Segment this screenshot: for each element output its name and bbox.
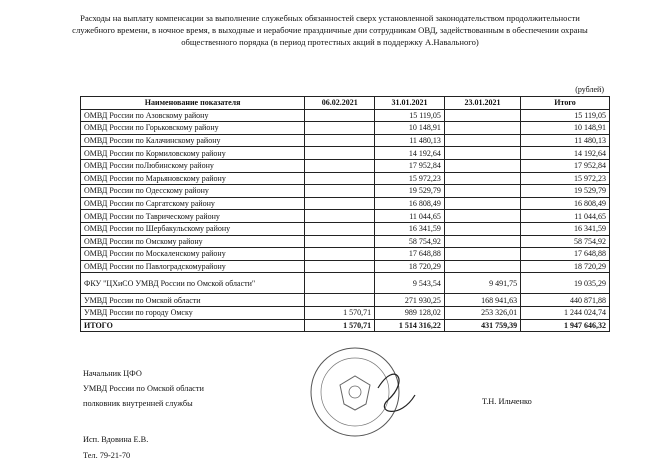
cell-value: 16 341,59 [375, 222, 445, 235]
cell-value: 11 044,65 [375, 210, 445, 223]
signature-line1: Начальник ЦФО [83, 369, 142, 378]
cell-value: 16 341,59 [521, 222, 610, 235]
cell-value [444, 122, 520, 135]
row-label: ОМВД России по Калачинскому району [81, 134, 305, 147]
cell-value: 17 952,84 [375, 159, 445, 172]
cell-value: 1 947 646,32 [521, 319, 610, 332]
cell-value: 9 491,75 [444, 273, 520, 294]
cell-value [305, 273, 375, 294]
cell-value [444, 185, 520, 198]
cell-value: 271 930,25 [375, 294, 445, 307]
row-label: ОМВД России по Павлоградскомурайону [81, 260, 305, 273]
cell-value: 15 119,05 [375, 109, 445, 122]
document-title: Расходы на выплату компенсации за выполнение служебных обязанностей сверх установленной законодательством продолжительности служебного времени, в ночное время, в выходные и нерабочие праздничные дни сотрудникам ОВД, задействованным в обеспечении охраны общественного порядка (в период протестных акций в поддержку А.Навального) [72, 13, 588, 47]
cell-value [444, 159, 520, 172]
cell-value: 253 326,01 [444, 306, 520, 319]
table-row [81, 210, 610, 223]
unit-label: (рублей) [575, 85, 604, 94]
cell-value [444, 197, 520, 210]
cell-value [305, 222, 375, 235]
cell-value: 17 648,88 [375, 248, 445, 261]
cell-value: 10 148,91 [375, 122, 445, 135]
cell-value [444, 172, 520, 185]
cell-value [444, 109, 520, 122]
cell-value: 58 754,92 [375, 235, 445, 248]
cell-value [444, 147, 520, 160]
row-label: УМВД России по городу Омску [81, 306, 305, 319]
cell-value: 58 754,92 [521, 235, 610, 248]
cell-value: 19 529,79 [521, 185, 610, 198]
cell-value [305, 172, 375, 185]
executor: Исп. Вдовина Е.В. [83, 435, 149, 444]
cell-value [305, 210, 375, 223]
table-row [81, 197, 610, 210]
col-header: Наименование показателя [81, 97, 305, 110]
signatory-name: Т.Н. Ильченко [482, 397, 532, 406]
table-row [81, 306, 610, 319]
cell-value: 14 192,64 [375, 147, 445, 160]
col-header: 06.02.2021 [305, 97, 375, 110]
cell-value: 18 720,29 [521, 260, 610, 273]
cell-value: 17 952,84 [521, 159, 610, 172]
cell-value: 15 972,23 [521, 172, 610, 185]
col-header: Итого [521, 97, 610, 110]
cell-value [305, 185, 375, 198]
cell-value: 989 128,02 [375, 306, 445, 319]
table-row [81, 235, 610, 248]
cell-value: 16 808,49 [521, 197, 610, 210]
cell-value [444, 248, 520, 261]
cell-value: 18 720,29 [375, 260, 445, 273]
cell-value [305, 235, 375, 248]
cell-value: 11 480,13 [521, 134, 610, 147]
cell-value: 11 044,65 [521, 210, 610, 223]
cell-value [444, 134, 520, 147]
cell-value: 1 570,71 [305, 306, 375, 319]
table-row [81, 273, 610, 294]
table-row [81, 248, 610, 261]
table-row [81, 147, 610, 160]
cell-value: 17 648,88 [521, 248, 610, 261]
cell-value: 168 941,63 [444, 294, 520, 307]
cell-value: 11 480,13 [375, 134, 445, 147]
row-label: ОМВД России по Горьковскому району [81, 122, 305, 135]
row-label: ИТОГО [81, 319, 305, 332]
cell-value [305, 159, 375, 172]
row-label: ОМВД России по Одесскому району [81, 185, 305, 198]
cell-value: 9 543,54 [375, 273, 445, 294]
cell-value [305, 197, 375, 210]
cell-value: 440 871,88 [521, 294, 610, 307]
table-row [81, 122, 610, 135]
row-label: ФКУ "ЦХиСО УМВД России по Омской области" [81, 273, 305, 294]
signature-line3: полковник внутренней службы [83, 399, 193, 408]
row-label: ОМВД России по Таврическому району [81, 210, 305, 223]
cell-value [444, 222, 520, 235]
cell-value: 1 570,71 [305, 319, 375, 332]
cell-value [305, 260, 375, 273]
table-row [81, 185, 610, 198]
row-label: ОМВД России по Марьяновскому району [81, 172, 305, 185]
table-header-row [81, 97, 610, 110]
table-row [81, 260, 610, 273]
cell-value: 19 529,79 [375, 185, 445, 198]
expense-table [80, 96, 610, 332]
cell-value: 15 972,23 [375, 172, 445, 185]
cell-value: 10 148,91 [521, 122, 610, 135]
cell-value [444, 260, 520, 273]
phone: Тел. 79-21-70 [83, 451, 131, 460]
cell-value [305, 147, 375, 160]
cell-value: 1 244 024,74 [521, 306, 610, 319]
official-stamp [300, 340, 420, 440]
table-row [81, 294, 610, 307]
row-label: ОМВД России по Москаленскому району [81, 248, 305, 261]
row-label: ОМВД России по Шербакульскому району [81, 222, 305, 235]
table-row [81, 172, 610, 185]
cell-value [305, 294, 375, 307]
row-label: ОМВД России по Омскому району [81, 235, 305, 248]
cell-value [305, 109, 375, 122]
row-label: ОМВД России по Азовскому району [81, 109, 305, 122]
table-row [81, 109, 610, 122]
row-label: УМВД России по Омской области [81, 294, 305, 307]
cell-value: 19 035,29 [521, 273, 610, 294]
row-label: ОМВД России по Кормиловскому району [81, 147, 305, 160]
cell-value [305, 248, 375, 261]
cell-value [305, 122, 375, 135]
cell-value: 15 119,05 [521, 109, 610, 122]
signature-line2: УМВД России по Омской области [83, 384, 204, 393]
cell-value [444, 235, 520, 248]
cell-value: 16 808,49 [375, 197, 445, 210]
cell-value [444, 210, 520, 223]
cell-value: 14 192,64 [521, 147, 610, 160]
table-row [81, 134, 610, 147]
row-label: ОМВД России по Саргатскому району [81, 197, 305, 210]
cell-value: 1 514 316,22 [375, 319, 445, 332]
col-header: 23.01.2021 [444, 97, 520, 110]
table-row [81, 222, 610, 235]
cell-value [305, 134, 375, 147]
cell-value: 431 759,39 [444, 319, 520, 332]
total-row [81, 319, 610, 332]
row-label: ОМВД России поЛюбинскому району [81, 159, 305, 172]
table-row [81, 159, 610, 172]
col-header: 31.01.2021 [375, 97, 445, 110]
